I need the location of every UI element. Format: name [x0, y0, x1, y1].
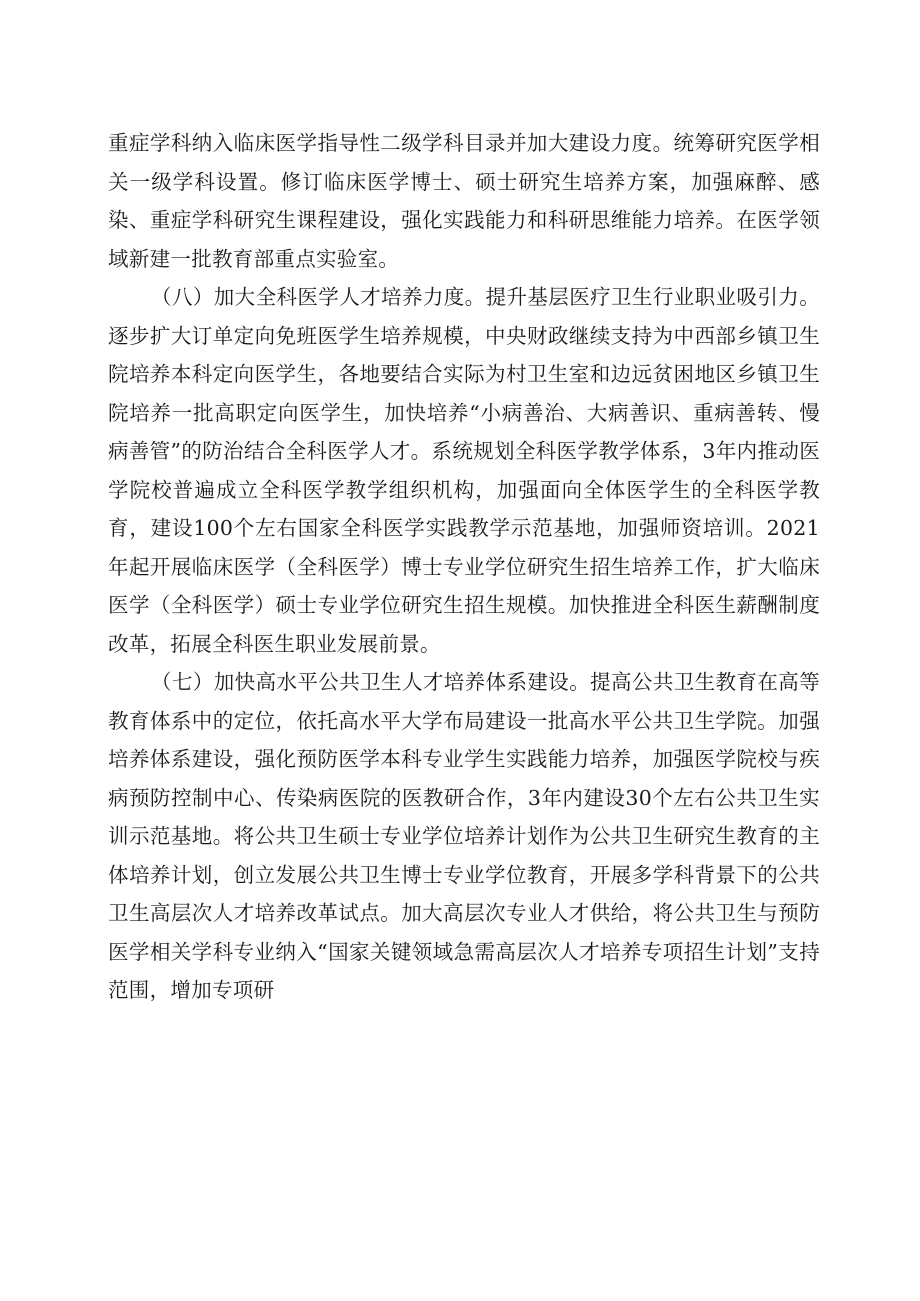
paragraph-continued: 重症学科纳入临床医学指导性二级学科目录并加大建设力度。统筹研究医学相关一级学科设置。修订临床医学博士、硕士研究生培养方案，加强麻醉、感染、重症学科研究生课程建设，强化实践能力和科研思维能力培养。在医学领域新建一批教育部重点实验室。: [108, 131, 820, 271]
paragraph-public-health: （七）加快高水平公共卫生人才培养体系建设。提高公共卫生教育在高等教育体系中的定位，依托高水平大学布局建设一批高水平公共卫生学院。加强培养体系建设，强化预防医学本科专业学生实践能力培养，加强医学院校与疾病预防控制中心、传染病医院的医教研合作，3年内建设30个左右公共卫生实训示范基地。将公共卫生硕士专业学位培养计划作为公共卫生研究生教育的主体培养计划，创立发展公共卫生博士专业学位教育，开展多学科背景下的公共卫生高层次人才培养改革试点。加大高层次专业人才供给，将公共卫生与预防医学相关学科专业纳入“国家关键领域急需高层次人才培养专项招生计划”支持范围，增加专项研: [108, 670, 820, 1002]
document-body: [108, 124, 820, 1010]
paragraph-general-practice: （八）加大全科医学人才培养力度。提升基层医疗卫生行业职业吸引力。逐步扩大订单定向免班医学生培养规模，中央财政继续支持为中西部乡镇卫生院培养本科定向医学生，各地要结合实际为村卫生室和边远贫困地区乡镇卫生院培养一批高职定向医学生，加快培养“小病善治、大病善识、重病善转、慢病善管”的防治结合全科医学人才。系统规划全科医学教学体系，3年内推动医学院校普遍成立全科医学教学组织机构，加强面向全体医学生的全科医学教育，建设100个左右国家全科医学实践教学示范基地，加强师资培训。2021年起开展临床医学（全科医学）博士专业学位研究生招生培养工作，扩大临床医学（全科医学）硕士专业学位研究生招生规模。加快推进全科医生薪酬制度改革，拓展全科医生职业发展前景。: [108, 285, 820, 656]
